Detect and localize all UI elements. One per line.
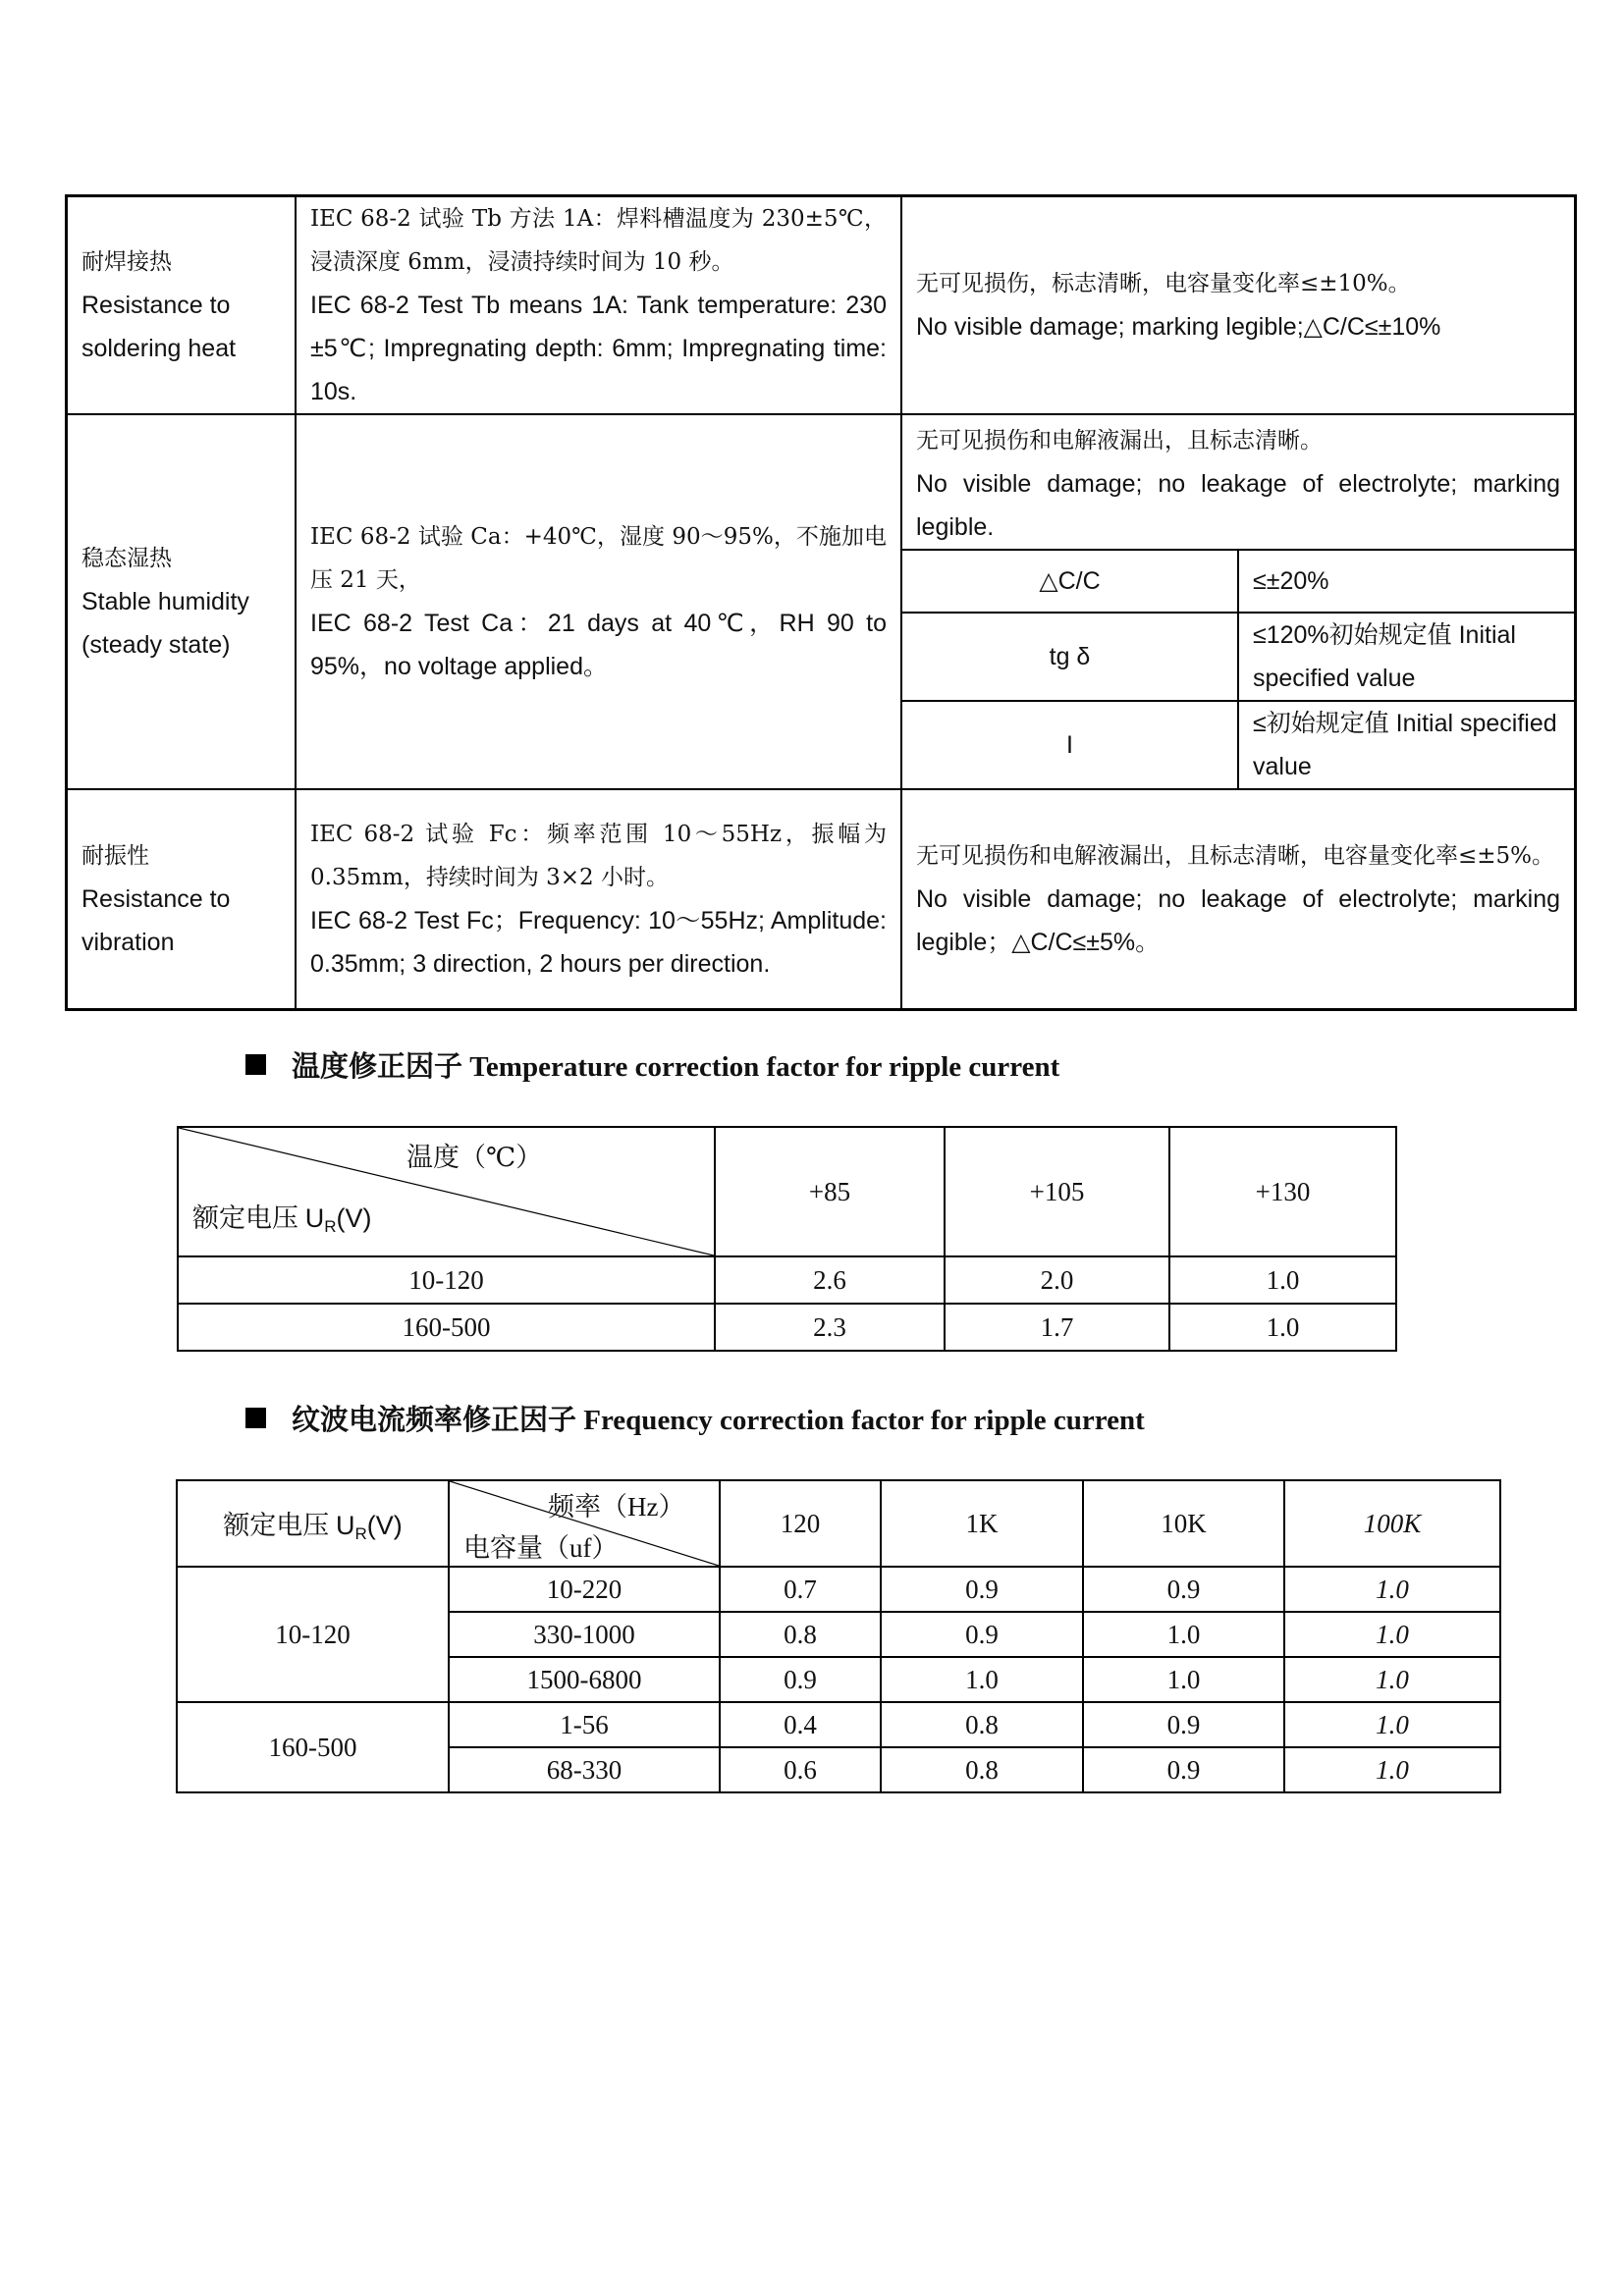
voltage-group-label: 10-120 (177, 1567, 449, 1702)
req-en: No visible damage; no leakage of electrolyte; marking legible；△C/C≤±5%。 (916, 884, 1560, 956)
column-header: 10K (1083, 1480, 1284, 1567)
item-cn: 耐焊接热 (81, 249, 172, 275)
req-cn: 无可见损伤和电解液漏出，且标志清晰。 (916, 428, 1323, 454)
method-en: IEC 68-2 Test Ca：21 days at 40℃，RH 90 to 95%，no voltage applied。 (310, 610, 887, 680)
spec-method-cell (296, 196, 901, 415)
spec-requirement-cell (901, 196, 1576, 415)
capacitance-label: 1500-6800 (449, 1657, 720, 1702)
spec-item-cell (67, 414, 297, 789)
frequency-correction-table (176, 1479, 1501, 1793)
item-en: Resistance to (81, 292, 231, 319)
spec-row-vibration (67, 789, 1576, 1009)
table-cell: 0.4 (720, 1702, 881, 1747)
item-en: Resistance to (81, 884, 231, 913)
spec-method-cell (296, 789, 901, 1009)
req-text (902, 415, 1574, 550)
table-cell: 1.0 (1284, 1612, 1500, 1657)
table-cell: 0.9 (1083, 1567, 1284, 1612)
req-en: No visible damage; marking legible;△C/C≤±10% (916, 313, 1441, 341)
table-cell: 2.0 (945, 1256, 1169, 1304)
table-cell: 0.8 (720, 1612, 881, 1657)
table-cell: 1.0 (1169, 1304, 1396, 1351)
sub-symbol: I (902, 701, 1238, 788)
test-spec-table (65, 194, 1577, 1011)
capacitance-label: 330-1000 (449, 1612, 720, 1657)
table-row (178, 1304, 1396, 1351)
spec-row-humidity (67, 414, 1576, 789)
column-header: 100K (1284, 1480, 1500, 1567)
ur-symbol (335, 1510, 403, 1543)
spec-row-soldering-heat (67, 196, 1576, 415)
diagonal-header-cell (178, 1127, 715, 1256)
sub-value: ≤初始规定值 Initial specified value (1238, 701, 1574, 788)
heading-text: 温度修正因子 Temperature correction factor for ripple current (292, 1051, 1060, 1083)
spec-item-cell (67, 789, 297, 1009)
table-cell: 0.8 (881, 1747, 1083, 1792)
table-cell: 1.7 (945, 1304, 1169, 1351)
table-cell: 1.0 (1083, 1657, 1284, 1702)
column-header: 1K (881, 1480, 1083, 1567)
sub-value: ≤±20% (1238, 550, 1574, 613)
capacitance-label: 10-220 (449, 1567, 720, 1612)
table-cell: 0.9 (881, 1567, 1083, 1612)
table-cell: 1.0 (1284, 1567, 1500, 1612)
sub-symbol: △C/C (902, 550, 1238, 613)
ur-symbol (304, 1203, 372, 1236)
spec-method-cell (296, 414, 901, 789)
item-en: Stable humidity (81, 588, 249, 615)
capacitance-label: 68-330 (449, 1747, 720, 1792)
sub-row (902, 701, 1574, 788)
item-en: soldering heat (81, 335, 237, 362)
sub-row (902, 550, 1574, 613)
req-cn: 无可见损伤和电解液漏出，且标志清晰，电容量变化率≤±5%。 (916, 842, 1555, 869)
diagonal-header-cell (449, 1480, 720, 1567)
table-row (177, 1567, 1500, 1612)
req-en: No visible damage; no leakage of electrolyte; marking legible. (916, 470, 1560, 541)
row-label: 10-120 (178, 1256, 715, 1304)
method-cn: IEC 68-2 试验 Tb 方法 1A：焊料槽温度为 230±5℃，浸渍深度 6mm，浸渍持续时间为 10 秒。 (310, 206, 887, 275)
method-en: IEC 68-2 Test Fc；Frequency: 10～55Hz; Amplitude: 0.35mm; 3 direction, 2 hours per direction. (310, 906, 887, 978)
temp-correction-heading (245, 1044, 1059, 1085)
humidity-sub-table (902, 415, 1574, 788)
column-header: +130 (1169, 1127, 1396, 1256)
sub-row (902, 613, 1574, 701)
table-cell: 2.3 (715, 1304, 945, 1351)
table-cell: 0.9 (1083, 1702, 1284, 1747)
table-cell: 0.6 (720, 1747, 881, 1792)
item-cn: 耐振性 (81, 842, 149, 869)
table-row (178, 1256, 1396, 1304)
req-cn: 无可见损伤，标志清晰，电容量变化率≤±10%。 (916, 271, 1411, 296)
corner-top-label: 温度（℃） (406, 1143, 543, 1172)
spec-requirement-cell (901, 414, 1576, 789)
method-cn: IEC 68-2 试验 Ca：+40℃，湿度 90～95%，不施加电压 21 天， (310, 524, 887, 593)
column-header: +85 (715, 1127, 945, 1256)
voltage-label: 额定电压 (223, 1510, 336, 1540)
table-cell: 0.9 (720, 1657, 881, 1702)
temperature-correction-table (177, 1126, 1397, 1352)
item-en: (steady state) (81, 631, 231, 659)
voltage-label: 额定电压 (192, 1203, 305, 1233)
table-cell: 0.8 (881, 1702, 1083, 1747)
corner-top-label: 频率（Hz） (548, 1492, 685, 1522)
header-row (178, 1127, 1396, 1256)
spec-requirement-cell (901, 789, 1576, 1009)
ur-tail: (V) (336, 1203, 372, 1233)
ur-main: U (304, 1203, 325, 1233)
voltage-group-label: 160-500 (177, 1702, 449, 1792)
item-cn: 稳态湿热 (81, 546, 172, 571)
header-row (177, 1480, 1500, 1567)
ur-tail: (V) (366, 1510, 403, 1540)
table-cell: 0.9 (881, 1612, 1083, 1657)
ur-sub: R (354, 1523, 367, 1543)
square-bullet-icon (245, 1054, 266, 1075)
square-bullet-icon (245, 1408, 266, 1428)
column-header: 120 (720, 1480, 881, 1567)
sub-value: ≤120%初始规定值 Initial specified value (1238, 613, 1574, 701)
table-cell: 2.6 (715, 1256, 945, 1304)
table-cell: 0.9 (1083, 1747, 1284, 1792)
method-cn: IEC 68-2 试验 Fc：频率范围 10～55Hz，振幅为 0.35mm，持续时间为 3×2 小时。 (310, 821, 887, 890)
table-cell: 1.0 (1083, 1612, 1284, 1657)
corner-bottom-label (192, 1197, 372, 1237)
table-cell: 1.0 (1284, 1657, 1500, 1702)
frequency-correction-heading (245, 1398, 1145, 1438)
spec-item-cell (67, 196, 297, 415)
row-label: 160-500 (178, 1304, 715, 1351)
voltage-header (177, 1480, 449, 1567)
ur-main: U (335, 1510, 355, 1540)
capacitance-label: 1-56 (449, 1702, 720, 1747)
item-en: vibration (81, 928, 175, 956)
sub-symbol: tg δ (902, 613, 1238, 701)
table-cell: 0.7 (720, 1567, 881, 1612)
method-en: IEC 68-2 Test Tb means 1A: Tank temperature: 230 ±5℃; Impregnating depth: 6mm; Impregnating time: 10s. (310, 292, 887, 405)
table-cell: 1.0 (881, 1657, 1083, 1702)
table-cell: 1.0 (1284, 1747, 1500, 1792)
ur-sub: R (324, 1217, 337, 1236)
table-cell: 1.0 (1169, 1256, 1396, 1304)
heading-text: 纹波电流频率修正因子 Frequency correction factor for ripple current (292, 1405, 1145, 1436)
table-cell: 1.0 (1284, 1702, 1500, 1747)
column-header: +105 (945, 1127, 1169, 1256)
table-row (177, 1702, 1500, 1747)
corner-bottom-label: 电容量（uf） (463, 1533, 619, 1563)
